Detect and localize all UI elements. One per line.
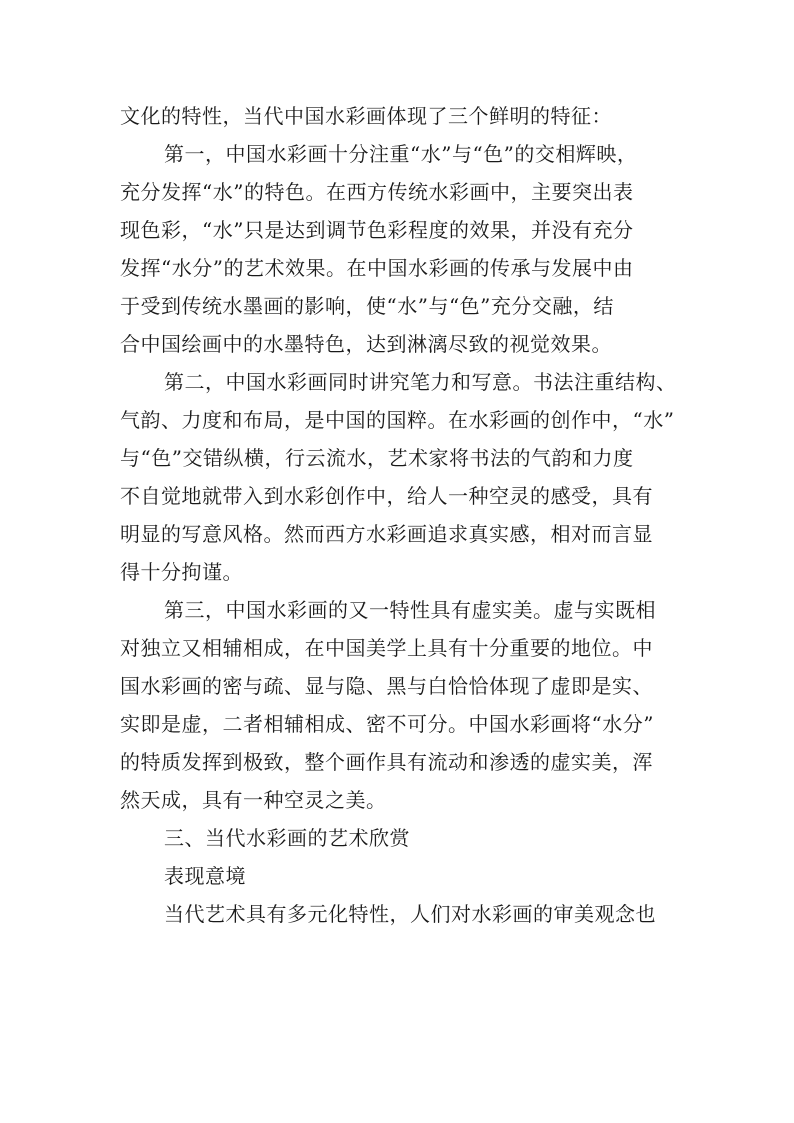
text-line: 得十分拘谨。: [120, 560, 243, 584]
paragraph-first-line: 第三，中国水彩画的又一特性具有虚实美。虚与实既相: [164, 598, 656, 622]
text-line: 国水彩画的密与疏、显与隐、黑与白恰恰体现了虚即是实、: [120, 674, 653, 698]
text-line: 然天成，具有一种空灵之美。: [120, 788, 387, 812]
paragraph-first-line: 第二，中国水彩画同时讲究笔力和写意。书法注重结构、: [164, 370, 677, 394]
text-line: 实即是虚，二者相辅相成、密不可分。中国水彩画将“水分”: [120, 712, 654, 736]
paragraph-first-line: 第一，中国水彩画十分注重“水”与“色”的交相辉映，: [164, 142, 638, 166]
text-line: 与“色”交错纵横，行云流水，艺术家将书法的气韵和力度: [120, 446, 634, 470]
text-line: 对独立又相辅相成，在中国美学上具有十分重要的地位。中: [120, 636, 653, 660]
text-line: 发挥“水分”的艺术效果。在中国水彩画的传承与发展中由: [120, 256, 634, 280]
text-line: 于受到传统水墨画的影响，使“水”与“色”充分交融，结: [120, 294, 614, 318]
text-line: 气韵、力度和布局，是中国的国粹。在水彩画的创作中，“水”: [120, 408, 675, 432]
document-body: [120, 97, 680, 933]
text-line: 现色彩，“水”只是达到调节色彩程度的效果，并没有充分: [120, 218, 634, 242]
text-line: 的特质发挥到极致，整个画作具有流动和渗透的虚实美，浑: [120, 750, 653, 774]
subsection-heading: 表现意境: [164, 864, 246, 888]
paragraph-first-line: 当代艺术具有多元化特性，人们对水彩画的审美观念也: [164, 902, 656, 926]
text-line: 文化的特性，当代中国水彩画体现了三个鲜明的特征：: [120, 104, 612, 128]
section-heading: 三、当代水彩画的艺术欣赏: [164, 826, 410, 850]
text-line: 不自觉地就带入到水彩创作中，给人一种空灵的感受，具有: [120, 484, 653, 508]
text-line: 合中国绘画中的水墨特色，达到淋漓尽致的视觉效果。: [120, 332, 612, 356]
text-line: 充分发挥“水”的特色。在西方传统水彩画中，主要突出表: [120, 180, 634, 204]
text-line: 明显的写意风格。然而西方水彩画追求真实感，相对而言显: [120, 522, 653, 546]
